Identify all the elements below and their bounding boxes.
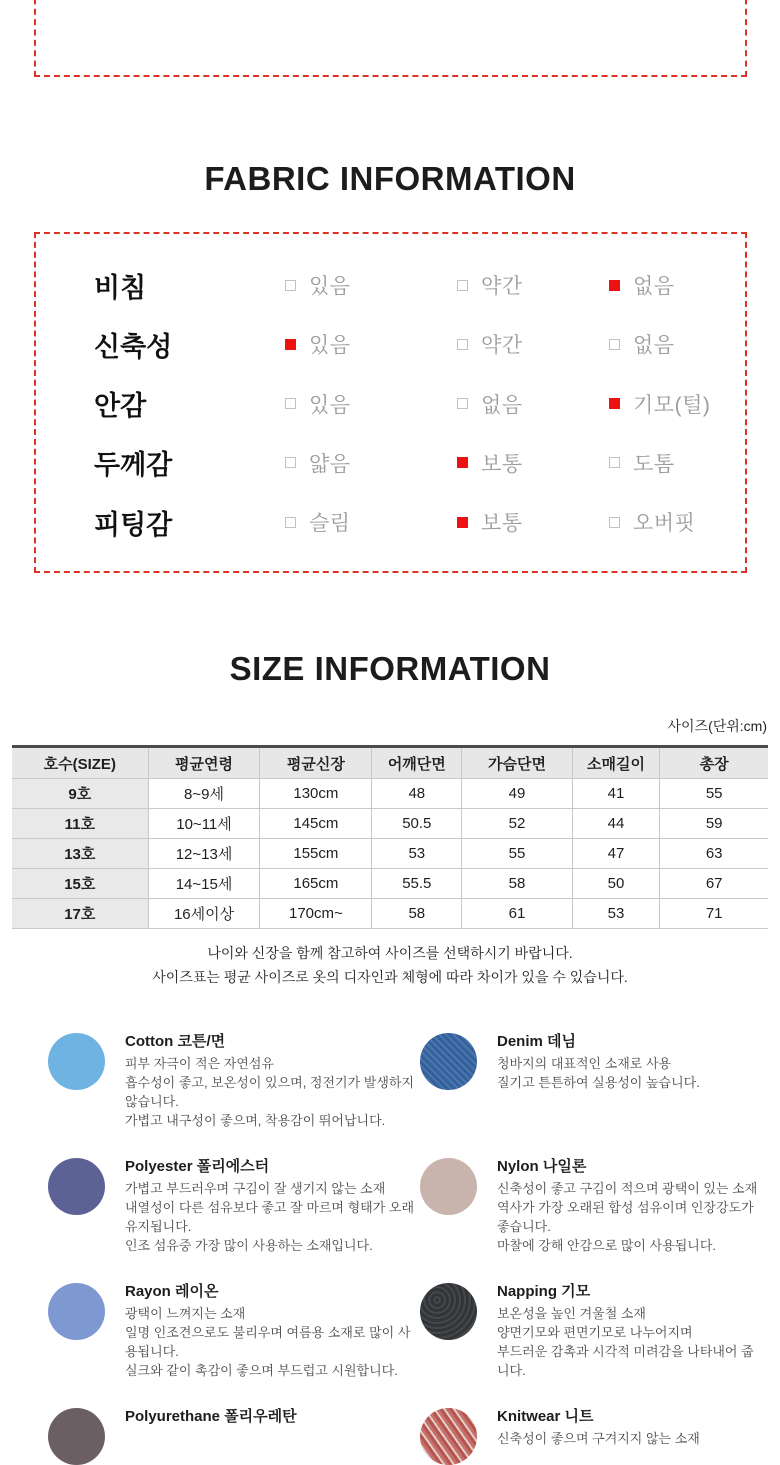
fabric-option: [609, 389, 710, 419]
size-table-row: [12, 869, 768, 899]
size-notes: [0, 941, 780, 989]
size-table-cell: 17호: [12, 899, 148, 929]
size-note-line: 나이와 신장을 함께 참고하여 사이즈를 선택하시기 바랍니다.: [207, 945, 573, 961]
material-description-line: 광택이 느껴지는 소재: [125, 1306, 246, 1321]
size-table-cell: 9호: [12, 779, 148, 809]
cotton-swatch-icon: [48, 1033, 105, 1090]
fabric-option-label: 얇음: [309, 452, 351, 476]
fabric-option-label: 있음: [309, 275, 351, 298]
size-table-header: [12, 747, 768, 779]
size-table-cell: 155cm: [260, 839, 372, 869]
size-column-header: 평균신장: [260, 747, 372, 779]
material-name: Cotton 코튼/면: [125, 1033, 226, 1050]
size-table-cell: 59: [660, 809, 768, 839]
material-description-line: 내열성이 다른 섬유보다 좋고 잘 마르며 형태가 오래 유지됩니다.: [125, 1200, 415, 1234]
size-table-cell: 50.5: [372, 809, 462, 839]
fabric-information-title: FABRIC INFORMATION: [204, 160, 576, 197]
material-description-line: 신축성이 좋고 구김이 적으며 광택이 있는 소재: [497, 1181, 758, 1196]
fabric-option: [285, 329, 457, 359]
size-table-row: [12, 779, 768, 809]
material-description-line: 보온성을 높인 겨울철 소재: [497, 1306, 646, 1321]
unchecked-box-icon: [285, 280, 296, 291]
size-table-cell: 71: [660, 899, 768, 929]
size-table-cell: 130cm: [260, 779, 372, 809]
size-table-cell: 13호: [12, 839, 148, 869]
material-name: Nylon 나일론: [497, 1158, 587, 1175]
unchecked-box-icon: [609, 457, 620, 468]
fabric-row-options: [285, 270, 745, 300]
size-table-header-row: [12, 747, 768, 779]
size-unit-label: 사이즈(단위:cm): [667, 718, 767, 734]
material-name: Polyurethane 폴리우레탄: [125, 1408, 297, 1425]
material-item-polyurethane: [48, 1405, 420, 1465]
material-text: [497, 1280, 758, 1380]
fabric-row-options: [285, 329, 745, 359]
material-text: [125, 1280, 420, 1380]
fabric-row-options: [285, 448, 745, 478]
knitwear-swatch-icon: [420, 1408, 477, 1465]
material-text: [125, 1030, 420, 1130]
size-table-cell: 58: [372, 899, 462, 929]
material-text: [497, 1030, 700, 1130]
size-table-cell: 10~11세: [148, 809, 260, 839]
size-table-cell: 11호: [12, 809, 148, 839]
fabric-option-label: 도톰: [633, 452, 675, 476]
material-item-knitwear: [420, 1405, 758, 1465]
fabric-row-label: 비침: [94, 272, 147, 303]
unchecked-box-icon: [285, 398, 296, 409]
fabric-option: [457, 329, 609, 359]
fabric-option-label: 있음: [309, 334, 351, 358]
size-table-cell: 47: [572, 839, 660, 869]
size-table-cell: 53: [372, 839, 462, 869]
material-description-line: 청바지의 대표적인 소재로 사용: [497, 1056, 672, 1071]
fabric-option: [285, 507, 457, 537]
fabric-row-label: 안감: [94, 391, 147, 421]
material-text: [125, 1155, 420, 1255]
size-table-cell: 58: [462, 869, 572, 899]
fabric-option-label: 보통: [481, 452, 523, 476]
material-text: [497, 1155, 758, 1255]
material-description-line: 인조 섬유중 가장 많이 사용하는 소재입니다.: [125, 1238, 373, 1253]
size-table-cell: 49: [462, 779, 572, 809]
checked-box-icon: [457, 457, 468, 468]
fabric-row-3: [36, 444, 745, 482]
fabric-option-label: 없음: [633, 275, 675, 298]
size-column-header: 호수(SIZE): [12, 747, 148, 779]
material-item-polyester: [48, 1155, 420, 1255]
fabric-option: [609, 329, 675, 359]
material-text: [497, 1405, 700, 1465]
material-name: Knitwear 니트: [497, 1408, 594, 1425]
size-table-cell: 55: [660, 779, 768, 809]
fabric-option: [457, 389, 609, 419]
top-dashed-box: [34, 0, 747, 77]
material-item-cotton: [48, 1030, 420, 1130]
size-table-cell: 53: [572, 899, 660, 929]
material-text: [125, 1405, 297, 1465]
material-item-nylon: [420, 1155, 758, 1255]
fabric-row-options: [285, 507, 745, 537]
materials-list: [48, 1030, 758, 1465]
fabric-row-4: [36, 503, 745, 541]
fabric-option-label: 기모(털): [633, 393, 711, 417]
material-name: Polyester 폴리에스터: [125, 1158, 270, 1175]
material-description-line: 흡수성이 좋고, 보온성이 있으며, 정전기가 발생하지 않습니다.: [125, 1075, 415, 1109]
size-table-cell: 55.5: [372, 869, 462, 899]
size-table-cell: 61: [462, 899, 572, 929]
size-table-row: [12, 839, 768, 869]
unchecked-box-icon: [457, 398, 468, 409]
fabric-option-label: 보통: [481, 512, 523, 535]
material-description-line: 양면기모와 편면기모로 나누어지며: [497, 1325, 693, 1340]
material-item-napping: [420, 1280, 758, 1380]
unchecked-box-icon: [457, 280, 468, 291]
polyester-swatch-icon: [48, 1158, 105, 1215]
unchecked-box-icon: [457, 339, 468, 350]
nylon-swatch-icon: [420, 1158, 477, 1215]
unchecked-box-icon: [285, 457, 296, 468]
napping-swatch-icon: [420, 1283, 477, 1340]
size-table-cell: 41: [572, 779, 660, 809]
fabric-option: [609, 448, 675, 478]
material-item-rayon: [48, 1280, 420, 1380]
material-description-line: 마찰에 강해 안감으로 많이 사용됩니다.: [497, 1238, 716, 1253]
size-table-cell: 8~9세: [148, 779, 260, 809]
size-note-line: 사이즈표는 평균 사이즈로 옷의 디자인과 체형에 따라 차이가 있을 수 있습니다.: [152, 969, 628, 985]
size-column-header: 소매길이: [572, 747, 660, 779]
polyurethane-swatch-icon: [48, 1408, 105, 1465]
fabric-option-label: 있음: [309, 393, 351, 417]
material-description-line: 일명 인조견으로도 불리우며 여름용 소재로 많이 사용됩니다.: [125, 1325, 411, 1359]
size-table-cell: 14~15세: [148, 869, 260, 899]
rayon-swatch-icon: [48, 1283, 105, 1340]
material-description-line: 역사가 가장 오래된 합성 섬유이며 인장강도가 좋습니다.: [497, 1200, 754, 1234]
fabric-option: [457, 448, 609, 478]
fabric-row-label: 두께감: [94, 450, 173, 481]
unchecked-box-icon: [609, 339, 620, 350]
fabric-row-1: [36, 325, 745, 363]
fabric-option-label: 약간: [481, 275, 523, 298]
fabric-option-label: 없음: [481, 393, 523, 417]
size-table-cell: 55: [462, 839, 572, 869]
size-table-cell: 48: [372, 779, 462, 809]
size-table-cell: 67: [660, 869, 768, 899]
material-name: Denim 데님: [497, 1033, 576, 1050]
size-table-cell: 63: [660, 839, 768, 869]
fabric-row-label: 신축성: [94, 331, 173, 362]
fabric-option: [285, 448, 457, 478]
size-table-cell: 145cm: [260, 809, 372, 839]
unchecked-box-icon: [609, 517, 620, 528]
size-table-cell: 44: [572, 809, 660, 839]
size-table-cell: 15호: [12, 869, 148, 899]
fabric-info-box: [34, 232, 747, 573]
size-table: [12, 745, 768, 929]
material-description-line: 질기고 튼튼하여 실용성이 높습니다.: [497, 1075, 700, 1090]
fabric-option-label: 없음: [633, 334, 675, 358]
size-table-cell: 170cm~: [260, 899, 372, 929]
checked-box-icon: [609, 280, 620, 291]
size-table-cell: 165cm: [260, 869, 372, 899]
material-description-line: 피부 자극이 적은 자연섬유: [125, 1056, 274, 1071]
checked-box-icon: [609, 398, 620, 409]
fabric-row-2: [36, 385, 745, 423]
unchecked-box-icon: [285, 517, 296, 528]
fabric-option: [609, 270, 675, 300]
denim-swatch-icon: [420, 1033, 477, 1090]
size-table-body: [12, 779, 768, 929]
size-table-cell: 12~13세: [148, 839, 260, 869]
fabric-row-0: [36, 266, 745, 304]
checked-box-icon: [457, 517, 468, 528]
material-name: Napping 기모: [497, 1283, 591, 1300]
material-name: Rayon 레이온: [125, 1283, 219, 1300]
fabric-row-label: 피팅감: [94, 509, 173, 540]
material-description-line: 가볍고 내구성이 좋으며, 착용감이 뛰어납니다.: [125, 1113, 386, 1128]
size-table-row: [12, 899, 768, 929]
fabric-option: [457, 507, 609, 537]
fabric-row-options: [285, 389, 745, 419]
fabric-option-label: 오버핏: [633, 512, 696, 535]
size-table-cell: 16세이상: [148, 899, 260, 929]
material-description-line: 실크와 같이 촉감이 좋으며 부드럽고 시원합니다.: [125, 1363, 398, 1378]
size-column-header: 가슴단면: [462, 747, 572, 779]
size-table-cell: 50: [572, 869, 660, 899]
material-description-line: 신축성이 좋으며 구겨지지 않는 소재: [497, 1431, 700, 1446]
size-information-title: SIZE INFORMATION: [229, 650, 551, 687]
material-description-line: 가볍고 부드러우며 구김이 잘 생기지 않는 소재: [125, 1181, 386, 1196]
fabric-option: [609, 507, 695, 537]
fabric-option: [285, 270, 457, 300]
size-column-header: 평균연령: [148, 747, 260, 779]
size-table-row: [12, 809, 768, 839]
checked-box-icon: [285, 339, 296, 350]
fabric-option-label: 약간: [481, 334, 523, 358]
fabric-option-label: 슬림: [309, 512, 351, 535]
material-description-line: 부드러운 감촉과 시각적 미려감을 나타내어 줍니다.: [497, 1344, 754, 1378]
size-table-cell: 52: [462, 809, 572, 839]
size-column-header: 어깨단면: [372, 747, 462, 779]
material-item-denim: [420, 1030, 758, 1130]
size-column-header: 총장: [660, 747, 768, 779]
fabric-option: [457, 270, 609, 300]
fabric-option: [285, 389, 457, 419]
